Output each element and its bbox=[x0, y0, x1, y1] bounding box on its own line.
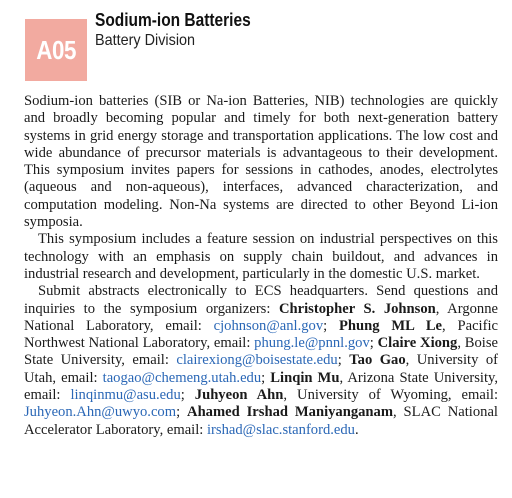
organizer-affiliation: , University of Utah, email: bbox=[24, 352, 499, 386]
organizer-name: Tao Gao bbox=[349, 352, 406, 369]
organizer-name: Juhyeon Ahn bbox=[194, 387, 284, 404]
organizer-separator: . bbox=[354, 421, 359, 438]
organizer-separator: ; bbox=[176, 404, 188, 421]
organizer-separator: ; bbox=[337, 352, 350, 369]
organizers-paragraph bbox=[24, 283, 498, 439]
organizer-affiliation: , SLAC National Accelerator Laboratory, email: bbox=[24, 404, 498, 438]
symposium-code: A05 bbox=[36, 34, 76, 65]
organizer-email-link[interactable]: linqinmu@asu.edu bbox=[70, 387, 181, 404]
symposium-header bbox=[95, 10, 276, 51]
description-paragraph-1: Sodium-ion batteries (SIB or Na-ion Batteries, NIB) technologies are quickly and broadly becoming popular and timely for both next-generation battery systems in grid energy storage and transportation applications. The low cost and wide abundance of precursor materials is advantageous to their development. This symposium invites papers for sessions in cathodes, anodes, electrolytes (aqueous and non-aqueous), interfaces, advanced characterization, and computation modeling. Non-Na systems are directed to other Beyond Li-ion symposia. bbox=[24, 93, 498, 231]
symposium-code-badge bbox=[25, 19, 87, 81]
organizers-intro: Submit abstracts electronically to ECS headquarters. Send questions and inquiries to the symposium organizers: bbox=[24, 283, 498, 317]
organizer-separator: ; bbox=[369, 335, 378, 352]
organizer-separator: ; bbox=[180, 387, 195, 404]
organizer-affiliation: , Pacific Northwest National Laboratory, email: bbox=[24, 317, 498, 352]
organizer-email-link[interactable]: cjohnson@anl.gov bbox=[213, 317, 324, 334]
description-paragraph-2: This symposium includes a feature session on industrial perspectives on this technology with an emphasis on supply chain buildout, and advances in industrial research and development, particularly in the domestic U.S. market. bbox=[24, 231, 498, 282]
organizer-separator: ; bbox=[323, 317, 339, 334]
symposium-title: Sodium-ion Batteries bbox=[95, 10, 251, 30]
organizer-email-link[interactable]: phung.le@pnnl.gov bbox=[254, 335, 370, 352]
organizer-name: Phung ML Le bbox=[338, 317, 443, 334]
organizer-name: Claire Xiong bbox=[377, 335, 458, 352]
organizer-affiliation: , Boise State University, email: bbox=[24, 335, 498, 369]
organizer-email-link[interactable]: taogao@chemeng.utah.edu bbox=[102, 369, 262, 386]
organizer-affiliation: , Argonne National Laboratory, email: bbox=[24, 300, 498, 334]
symposium-description bbox=[24, 93, 498, 439]
organizer-email-link[interactable]: Juhyeon.Ahn@uwyo.com bbox=[24, 404, 177, 421]
organizer-email-link[interactable]: irshad@slac.stanford.edu bbox=[207, 421, 355, 438]
organizer-affiliation: , Arizona State University, email: bbox=[24, 369, 499, 404]
symposium-division: Battery Division bbox=[95, 32, 196, 49]
organizer-name: Ahamed Irshad Maniyanganam bbox=[187, 404, 393, 421]
organizer-name: Linqin Mu bbox=[270, 369, 340, 386]
organizer-separator: ; bbox=[261, 369, 271, 386]
organizer-email-link[interactable]: clairexiong@boisestate.edu bbox=[176, 352, 338, 369]
organizer-affiliation: , University of Wyoming, email: bbox=[283, 387, 498, 404]
organizer-name: Christopher S. Johnson bbox=[278, 300, 436, 317]
